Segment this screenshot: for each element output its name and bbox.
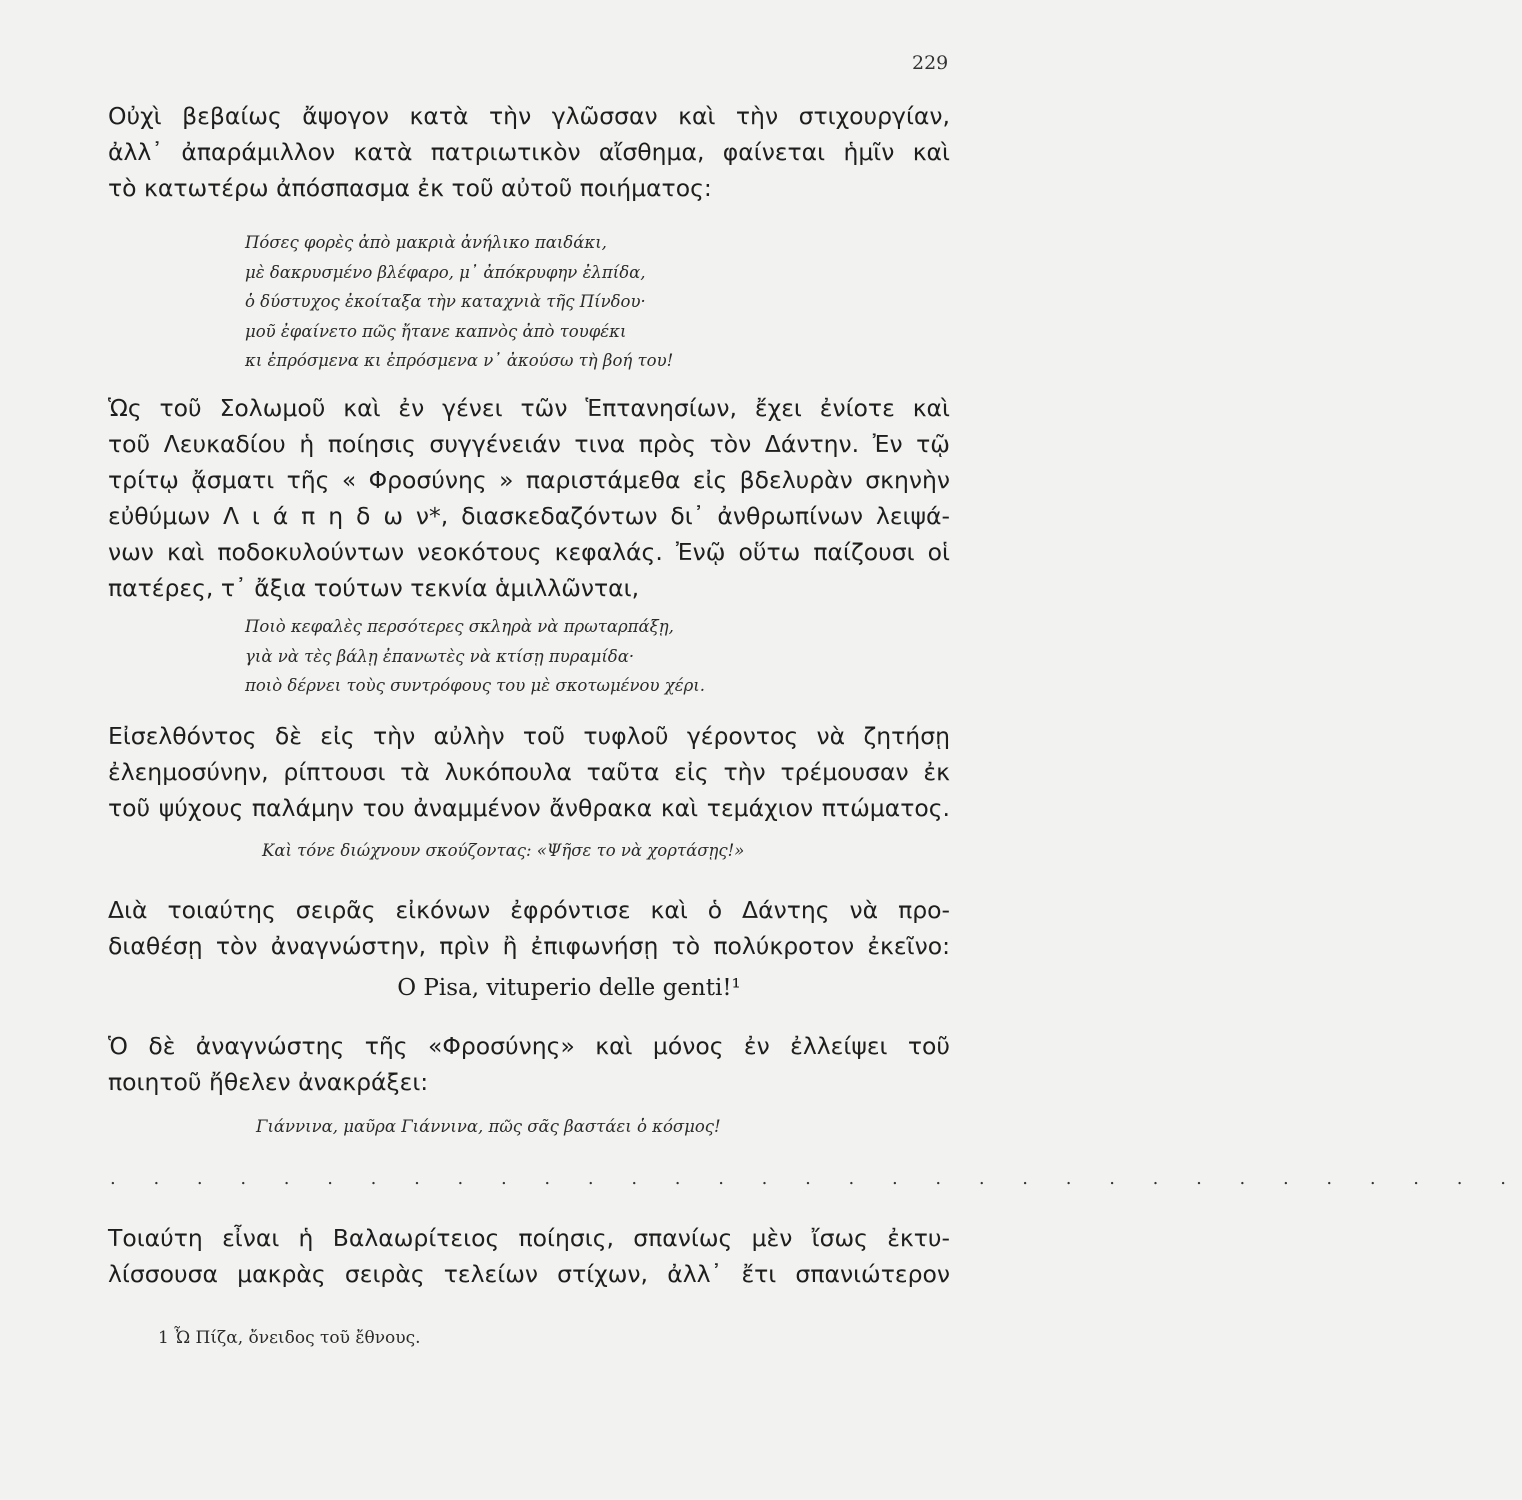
verse-line: γιὰ νὰ τὲς βάλῃ ἐπανωτὲς νὰ κτίσῃ πυραμίδα· xyxy=(245,646,635,666)
text-line: τοῦ Λευκαδίου ἡ ποίησις συγγένειάν τινα πρὸς τὸν Δάντην. Ἐν τῷ xyxy=(108,430,950,458)
verse-line: μὲ δακρυσμένο βλέφαρο, μ᾽ ἀπόκρυφην ἐλπίδα, xyxy=(245,262,646,282)
verse-line: κι ἐπρόσμενα κι ἐπρόσμενα ν᾽ ἀκούσω τὴ βοή του! xyxy=(245,351,674,370)
verse-line: μοῦ ἐφαίνετο πῶς ἤτανε καπνὸς ἀπὸ τουφέκι xyxy=(245,321,627,341)
footnote: 1 Ὦ Πίζα, ὄνειδος τοῦ ἔθνους. xyxy=(158,1328,421,1348)
text-line: λίσσουσα μακρὰς σειρὰς τελείων στίχων, ἀλλ᾽ ἔτι σπανιώτερον xyxy=(108,1260,950,1288)
verse-line: ὁ δύστυχος ἐκοίταξα τὴν καταχνιὰ τῆς Πίνδου· xyxy=(245,292,646,311)
paragraph-2 xyxy=(108,390,950,606)
text-line: Ὁ δὲ ἀναγνώστης τῆς «Φροσύνης» καὶ μόνος ἐν ἐλλείψει τοῦ xyxy=(108,1032,950,1060)
verse-block-1 xyxy=(245,228,673,376)
ellipsis-row: . . . . . . . . . . . . . . . . . . . . . . . . . . . . . . . . . xyxy=(110,1168,1522,1189)
paragraph-3 xyxy=(108,718,950,826)
text-line: Ὡς τοῦ Σολωμοῦ καὶ ἐν γένει τῶν Ἑπτανησίων, ἔχει ἐνίοτε καὶ xyxy=(108,394,950,422)
text-line: ἐλεημοσύνην, ρίπτουσι τὰ λυκόπουλα ταῦτα εἰς τὴν τρέμουσαν ἐκ xyxy=(108,758,950,786)
text-line: εὐθύμων Λ ι ά π η δ ω ν*, διασκεδαζόντων δι᾽ ἀνθρωπίνων λειψά- xyxy=(108,502,950,530)
text-line: ἀλλ᾽ ἀπαράμιλλον κατὰ πατριωτικὸν αἴσθημα, φαίνεται ἡμῖν καὶ xyxy=(108,138,950,166)
paragraph-1 xyxy=(108,98,950,206)
text-line: Τοιαύτη εἶναι ἡ Βαλαωρίτειος ποίησις, σπανίως μὲν ἴσως ἐκτυ- xyxy=(108,1224,950,1252)
verse-block-4 xyxy=(256,1112,721,1142)
text-line: τοῦ ψύχους παλάμην του ἀναμμένον ἄνθρακα καὶ τεμάχιον πτώματος. xyxy=(108,794,950,822)
text-line: Διὰ τοιαύτης σειρᾶς εἰκόνων ἐφρόντισε καὶ ὁ Δάντης νὰ προ- xyxy=(108,896,950,924)
paragraph-5 xyxy=(108,1028,950,1100)
verse-block-2 xyxy=(245,612,705,701)
text-line: Εἰσελθόντος δὲ εἰς τὴν αὐλὴν τοῦ τυφλοῦ γέροντος νὰ ζητήσῃ xyxy=(108,722,950,750)
text-line: ποιητοῦ ἤθελεν ἀνακράξει: xyxy=(108,1068,429,1096)
verse-block-3 xyxy=(262,836,744,866)
verse-line: Γιάννινα, μαῦρα Γιάννινα, πῶς σᾶς βαστάει ὁ κόσμος! xyxy=(256,1117,721,1136)
paragraph-6 xyxy=(108,1220,950,1292)
verse-line: Ποιὸ κεφαλὲς περσότερες σκληρὰ νὰ πρωταρπάξῃ, xyxy=(245,617,674,636)
verse-line: Καὶ τόνε διώχνουν σκούζοντας: «Ψῆσε το νὰ χορτάσῃς!» xyxy=(262,841,745,860)
text-line: τὸ κατωτέρω ἀπόσπασμα ἐκ τοῦ αὐτοῦ ποιήματος: xyxy=(108,174,712,202)
paragraph-4 xyxy=(108,892,950,964)
text-line: διαθέσῃ τὸν ἀναγνώστην, πρὶν ἢ ἐπιφωνήσῃ τὸ πολύκροτον ἐκεῖνο: xyxy=(108,932,950,960)
verse-line: Πόσες φορὲς ἀπὸ μακριὰ ἀνήλικο παιδάκι, xyxy=(245,233,607,252)
verse-line: ποιὸ δέρνει τοὺς συντρόφους του μὲ σκοτωμένου χέρι. xyxy=(245,676,706,695)
text-line: Οὐχὶ βεβαίως ἄψογον κατὰ τὴν γλῶσσαν καὶ τὴν στιχουργίαν, xyxy=(108,102,950,130)
text-line: πατέρες, τ᾽ ἄξια τούτων τεκνία ἁμιλλῶνται, xyxy=(108,574,640,602)
dante-quote: O Pisa, vituperio delle genti!¹ xyxy=(397,975,741,1001)
text-line: τρίτῳ ᾄσματι τῆς « Φροσύνης » παριστάμεθα εἰς βδελυρὰν σκηνὴν xyxy=(108,466,950,494)
text-line: νων καὶ ποδοκυλούντων νεοκότους κεφαλάς. Ἐνῷ οὕτω παίζουσι οἱ xyxy=(108,538,950,566)
page-number: 229 xyxy=(912,52,949,74)
